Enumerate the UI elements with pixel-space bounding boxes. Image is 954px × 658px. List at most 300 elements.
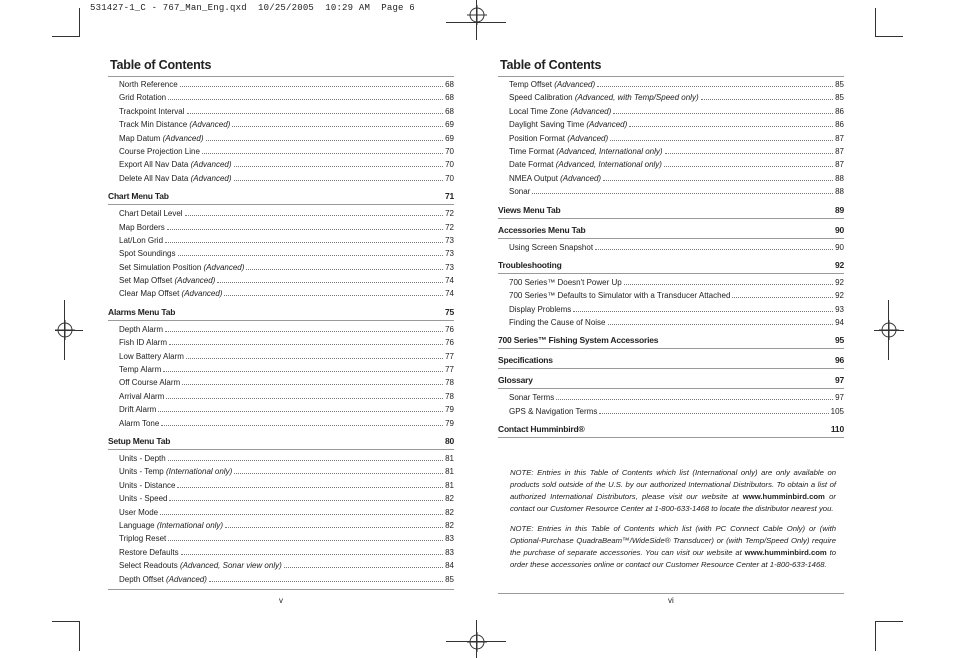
toc-entry-label <box>119 172 232 185</box>
dot-leader <box>168 460 443 461</box>
dot-leader <box>664 166 833 167</box>
section-page-number: 71 <box>444 191 454 202</box>
print-slug: 531427-1_C - 767_Man_Eng.qxd 10/25/2005 10:29 AM Page 6 <box>90 3 415 13</box>
dot-leader <box>169 344 443 345</box>
section-title: Alarms Menu Tab <box>108 306 176 317</box>
entry-qualifier: (Advanced) <box>189 120 231 130</box>
toc-section-heading[interactable] <box>108 304 454 321</box>
entry-qualifier: (International only) <box>165 467 233 477</box>
toc-entry-label <box>119 234 163 247</box>
toc-entry[interactable] <box>108 506 454 519</box>
toc-entry[interactable] <box>108 546 454 559</box>
entry-text: User Mode <box>119 507 159 517</box>
bottom-rule <box>108 589 454 590</box>
entry-text: Depth Alarm <box>119 324 164 334</box>
toc-section-heading[interactable] <box>498 222 844 239</box>
toc-entry[interactable] <box>498 145 844 158</box>
page-folio: v <box>279 596 283 605</box>
toc-entry[interactable] <box>498 241 844 254</box>
page-number: 76 <box>445 338 454 348</box>
dot-leader <box>610 140 833 141</box>
toc-entry-label <box>119 363 161 376</box>
toc-entry-label <box>119 465 232 478</box>
toc-section-heading[interactable] <box>108 433 454 450</box>
toc-entry-label <box>119 105 185 118</box>
page-number: 84 <box>445 561 454 571</box>
page-number: 82 <box>445 507 454 517</box>
page-number: 69 <box>445 133 454 143</box>
toc-entry[interactable] <box>108 519 454 532</box>
section-title: Contact Humminbird® <box>498 424 585 435</box>
crop-mark <box>875 8 876 36</box>
toc-entry[interactable] <box>108 274 454 287</box>
website-link[interactable]: www.humminbird.com <box>744 548 827 557</box>
page-title: Table of Contents <box>500 58 602 72</box>
toc-section-heading[interactable] <box>498 332 844 349</box>
entry-text: Set Simulation Position <box>119 262 204 272</box>
dot-leader <box>599 413 828 414</box>
toc-entry[interactable] <box>108 132 454 145</box>
page-number: 69 <box>445 120 454 130</box>
dot-leader <box>161 425 443 426</box>
toc-entry[interactable] <box>108 234 454 247</box>
section-title: Views Menu Tab <box>498 204 561 215</box>
note-lead: NOTE: <box>510 524 534 533</box>
dot-leader <box>232 126 443 127</box>
page-number: 85 <box>835 80 844 89</box>
entry-text: Temp Offset <box>509 80 555 89</box>
dot-leader <box>603 180 833 181</box>
entry-text: Speed Calibration <box>509 93 575 103</box>
toc-entry-label <box>119 91 166 104</box>
toc-entry[interactable] <box>108 376 454 389</box>
toc-entry-label <box>119 247 176 260</box>
toc-entry-label <box>119 546 179 559</box>
page-number: 70 <box>445 146 454 156</box>
dot-leader <box>701 99 833 100</box>
toc-entry[interactable] <box>108 78 454 91</box>
dot-leader <box>209 581 443 582</box>
entry-qualifier: (Advanced) <box>567 133 609 143</box>
entry-qualifier: (Advanced, International only) <box>555 160 662 170</box>
entry-text: Lat/Lon Grid <box>119 235 164 245</box>
entry-text: Off Course Alarm <box>119 378 181 388</box>
toc-entry[interactable] <box>498 118 844 131</box>
page-number: 85 <box>835 93 844 103</box>
dot-leader <box>597 86 833 87</box>
section-title: Setup Menu Tab <box>108 435 171 446</box>
page-number: 87 <box>835 146 844 156</box>
toc-entry-label <box>509 391 554 404</box>
toc-entry-label <box>119 207 183 220</box>
section-entries <box>108 205 454 301</box>
dot-leader <box>180 86 443 87</box>
toc-entry[interactable] <box>498 185 844 198</box>
toc-entry[interactable] <box>108 573 454 586</box>
toc-entry[interactable] <box>498 316 844 329</box>
entry-text: 700 Series™ Defaults to Simulator with a Transducer Attached <box>509 291 731 301</box>
page-number: 86 <box>835 106 844 116</box>
toc-entry[interactable] <box>108 287 454 300</box>
toc-entry[interactable] <box>498 276 844 289</box>
toc-entry-label <box>119 573 207 586</box>
toc-entry-label <box>509 316 606 329</box>
dot-leader <box>732 297 833 298</box>
dot-leader <box>234 180 444 181</box>
toc-entry[interactable] <box>108 158 454 171</box>
toc-section-heading[interactable] <box>498 202 844 219</box>
toc-entry[interactable] <box>498 303 844 316</box>
toc-entry-label <box>509 289 730 302</box>
page-number: 70 <box>445 173 454 183</box>
dot-leader <box>532 193 833 194</box>
dot-leader <box>181 554 444 555</box>
note-tail: to order these accessories online or contact our Customer Resource Center at 1-800-633-1468. <box>510 548 836 569</box>
section-page-number: 95 <box>834 335 844 346</box>
dot-leader <box>202 153 443 154</box>
toc-entry-label <box>119 287 222 300</box>
bottom-rule <box>498 593 844 594</box>
section-page-number: 89 <box>834 204 844 215</box>
toc-section-heading[interactable] <box>498 257 844 274</box>
entry-text: Grid Rotation <box>119 93 167 103</box>
note-international <box>510 467 836 515</box>
page-number: 73 <box>445 249 454 259</box>
toc-entry[interactable] <box>108 105 454 118</box>
dot-leader <box>629 126 833 127</box>
entry-text: Units - Speed <box>119 494 168 504</box>
page-number: 72 <box>445 209 454 219</box>
page-number: 87 <box>835 133 844 143</box>
dot-leader <box>608 324 834 325</box>
page-number: 78 <box>445 391 454 401</box>
dot-leader <box>168 540 443 541</box>
entry-qualifier: (Advanced) <box>570 106 612 116</box>
registration-mark-icon <box>467 5 487 25</box>
page-number: 97 <box>835 393 844 403</box>
toc-entry[interactable] <box>108 452 454 465</box>
dot-leader <box>167 229 443 230</box>
page-title: Table of Contents <box>110 58 212 72</box>
dot-leader <box>168 99 443 100</box>
page-number: 94 <box>835 318 844 328</box>
section-page-number: 97 <box>834 375 844 386</box>
dot-leader <box>187 113 444 114</box>
page-number: 86 <box>835 120 844 130</box>
toc-entry-label <box>119 323 163 336</box>
page-number: 74 <box>445 276 454 286</box>
page-folio: vi <box>668 596 674 605</box>
dot-leader <box>182 384 443 385</box>
entry-text: Trackpoint Interval <box>119 106 185 116</box>
toc-entry[interactable] <box>498 105 844 118</box>
toc-entry-label <box>509 132 608 145</box>
dot-leader <box>169 500 443 501</box>
entry-qualifier: (Advanced) <box>174 276 216 286</box>
page-number: 79 <box>445 418 454 428</box>
toc-entry[interactable] <box>108 363 454 376</box>
toc-entry[interactable] <box>108 417 454 430</box>
page-number: 105 <box>830 406 844 416</box>
note-accessories <box>510 523 836 571</box>
page-number: 77 <box>445 365 454 375</box>
toc-entry[interactable] <box>498 391 844 404</box>
note-text: Entries in this Table of Contents which list (International only) are only available on products sold outside of the U.S. by our authorized International Distributors. To obtain a list of authorized International Distributors, please visit our website at <box>510 468 836 501</box>
toc-entry-label <box>119 479 175 492</box>
entry-text: Units - Temp <box>119 467 166 477</box>
toc-entry[interactable] <box>498 132 844 145</box>
toc-entry-label <box>119 78 178 91</box>
registration-mark-icon <box>879 320 899 340</box>
dot-leader <box>556 399 833 400</box>
entry-text: Depth Offset <box>119 574 166 584</box>
toc-section-heading[interactable] <box>498 421 844 438</box>
dot-leader <box>665 153 834 154</box>
dot-leader <box>246 269 443 270</box>
toc-entry[interactable] <box>108 172 454 185</box>
toc-entry-label <box>509 158 662 171</box>
note-tail: or contact our Customer Resource Center at 1-800-633-1468 to locate the distributor nearest you. <box>510 492 836 513</box>
entry-qualifier: (Advanced, Sonar view only) <box>179 561 282 571</box>
toc-entry[interactable] <box>108 145 454 158</box>
entry-text: North Reference <box>119 80 178 89</box>
dot-leader <box>224 295 443 296</box>
note-lead: NOTE: <box>510 468 534 477</box>
toc-entry[interactable] <box>498 91 844 104</box>
page-number: 92 <box>835 291 844 301</box>
toc-entry[interactable] <box>498 158 844 171</box>
toc-entry-label <box>509 303 571 316</box>
entry-text: Map Datum <box>119 133 163 143</box>
entry-text: Sonar <box>509 187 531 197</box>
toc-entry[interactable] <box>498 172 844 185</box>
page-number: 76 <box>445 324 454 334</box>
section-page-number: 75 <box>444 306 454 317</box>
toc-entry[interactable] <box>498 78 844 91</box>
page-number: 88 <box>835 187 844 197</box>
toc-section-heading[interactable] <box>108 188 454 205</box>
entry-qualifier: (Advanced) <box>586 120 628 130</box>
section-title: Specifications <box>498 355 553 366</box>
section-title: Accessories Menu Tab <box>498 224 586 235</box>
page-number: 83 <box>445 547 454 557</box>
page-number: 83 <box>445 534 454 544</box>
page-number: 68 <box>445 106 454 116</box>
toc-entry-label <box>119 118 230 131</box>
entry-text: Arrival Alarm <box>119 391 165 401</box>
registration-mark-icon <box>55 320 75 340</box>
toc-entry[interactable] <box>498 289 844 302</box>
toc-entry[interactable] <box>108 532 454 545</box>
entry-text: Chart Detail Level <box>119 209 183 219</box>
section-entries <box>108 450 454 586</box>
entry-text: Time Format <box>509 146 557 156</box>
dot-leader <box>185 215 444 216</box>
toc-entry-label <box>119 350 184 363</box>
toc-entry[interactable] <box>108 350 454 363</box>
entry-text: Track Min Distance <box>119 120 190 130</box>
toc-entry-label <box>119 336 167 349</box>
toc-entry[interactable] <box>108 479 454 492</box>
page-number: 90 <box>835 242 844 252</box>
toc-entry[interactable] <box>108 403 454 416</box>
entry-text: Using Screen Snapshot <box>509 242 594 252</box>
entry-text: Finding the Cause of Noise <box>509 318 606 328</box>
page-number: 81 <box>445 480 454 490</box>
toc-entry[interactable] <box>108 465 454 478</box>
page-number: 87 <box>835 160 844 170</box>
toc-entry[interactable] <box>108 207 454 220</box>
entry-text: Clear Map Offset <box>119 289 182 299</box>
toc-entry-label <box>119 390 164 403</box>
dot-leader <box>166 398 443 399</box>
page-number: 68 <box>445 93 454 103</box>
section-page-number: 92 <box>834 259 844 270</box>
page-number: 79 <box>445 405 454 415</box>
dot-leader <box>217 282 443 283</box>
toc-entry-label <box>119 403 156 416</box>
entry-text: Select Readouts <box>119 561 180 571</box>
toc-entry-label <box>509 241 593 254</box>
toc-entry-label <box>119 417 159 430</box>
toc-entry[interactable] <box>108 118 454 131</box>
toc-section-heading[interactable] <box>498 372 844 389</box>
toc-entry[interactable] <box>108 261 454 274</box>
toc-entry-label <box>119 532 166 545</box>
section-page-number: 90 <box>834 224 844 235</box>
entry-qualifier: (Advanced) <box>560 173 602 183</box>
entry-text: Course Projection Line <box>119 146 200 156</box>
toc-entry[interactable] <box>108 336 454 349</box>
toc-entry[interactable] <box>108 390 454 403</box>
entry-text: Daylight Saving Time <box>509 120 587 130</box>
page-number: 77 <box>445 351 454 361</box>
entry-qualifier: (Advanced) <box>190 173 232 183</box>
dot-leader <box>613 113 833 114</box>
section-page-number: 80 <box>444 435 454 446</box>
entry-qualifier: (Advanced) <box>203 262 245 272</box>
dot-leader <box>573 311 833 312</box>
dot-leader <box>163 371 443 372</box>
toc-list <box>498 77 844 438</box>
dot-leader <box>160 514 443 515</box>
dot-leader <box>165 242 443 243</box>
toc-entry-label <box>119 452 166 465</box>
crop-mark <box>79 621 80 651</box>
crop-mark <box>52 36 80 37</box>
dot-leader <box>158 411 443 412</box>
dot-leader <box>225 527 443 528</box>
entry-text: Spot Soundings <box>119 249 176 259</box>
toc-entry[interactable] <box>108 221 454 234</box>
toc-entry-label <box>119 158 232 171</box>
toc-entry[interactable] <box>108 323 454 336</box>
entry-text: Map Borders <box>119 222 165 232</box>
dot-leader <box>595 249 833 250</box>
dot-leader <box>234 166 444 167</box>
entry-text: Date Format <box>509 160 556 170</box>
entry-text: Fish ID Alarm <box>119 338 168 348</box>
section-entries <box>498 274 844 330</box>
crop-mark <box>52 621 80 622</box>
toc-entry-label <box>509 405 597 418</box>
toc-section-heading[interactable] <box>498 352 844 369</box>
entry-qualifier: (International only) <box>156 520 224 530</box>
entry-text: Restore Defaults <box>119 547 179 557</box>
page-number: 81 <box>445 467 454 477</box>
registration-mark-icon <box>467 632 487 652</box>
toc-entry-label <box>119 132 204 145</box>
page-number: 73 <box>445 235 454 245</box>
entry-qualifier: (Advanced) <box>554 80 596 89</box>
dot-leader <box>624 284 833 285</box>
toc-entry-label <box>119 145 200 158</box>
section-title: Chart Menu Tab <box>108 191 169 202</box>
entry-text: Low Battery Alarm <box>119 351 184 361</box>
entry-text: Display Problems <box>509 304 572 314</box>
entry-text: Units - Distance <box>119 480 176 490</box>
entry-qualifier: (Advanced, with Temp/Speed only) <box>574 93 699 103</box>
page-number: 70 <box>445 160 454 170</box>
section-entries <box>498 239 844 254</box>
crop-mark <box>875 36 903 37</box>
toc-entry-label <box>509 105 611 118</box>
entry-qualifier: (Advanced, International only) <box>556 146 663 156</box>
toc-list <box>108 77 454 586</box>
section-title: Troubleshooting <box>498 259 562 270</box>
page-number: 72 <box>445 222 454 232</box>
dot-leader <box>234 473 443 474</box>
dot-leader <box>165 331 443 332</box>
toc-entry-label <box>509 172 601 185</box>
right-page <box>498 54 844 438</box>
crop-mark <box>875 621 876 651</box>
toc-entry-label <box>119 376 180 389</box>
toc-entry-label <box>119 261 244 274</box>
entry-text: Position Format <box>509 133 568 143</box>
toc-entry-label <box>119 519 223 532</box>
entry-text: Sonar Terms <box>509 393 555 403</box>
toc-entry[interactable] <box>108 492 454 505</box>
dot-leader <box>186 358 443 359</box>
website-link[interactable]: www.humminbird.com <box>742 492 825 501</box>
toc-entry-label <box>509 276 622 289</box>
page-number: 82 <box>445 494 454 504</box>
toc-entry-label <box>119 506 158 519</box>
left-page <box>108 54 454 590</box>
toc-entry-label <box>119 221 165 234</box>
section-page-number: 110 <box>830 424 844 435</box>
toc-entry-label <box>509 118 627 131</box>
toc-entry[interactable] <box>498 405 844 418</box>
note-text: Entries in this Table of Contents which list (with PC Connect Cable Only) or (with Optional-Purchase QuadraBeam™/WideSide® Transducer) or (with Temp/Speed Only) require the purchase of separate accessories. You can visit our website at <box>510 524 836 557</box>
page-number: 81 <box>445 453 454 463</box>
entry-text: Language <box>119 520 157 530</box>
toc-entry[interactable] <box>108 559 454 572</box>
section-title: 700 Series™ Fishing System Accessories <box>498 335 659 346</box>
toc-entry-label <box>119 559 282 572</box>
entry-text: Drift Alarm <box>119 405 157 415</box>
entry-text: Delete All Nav Data <box>119 173 191 183</box>
page-number: 85 <box>445 574 454 584</box>
toc-entry[interactable] <box>108 91 454 104</box>
entry-text: Set Map Offset <box>119 276 175 286</box>
crop-mark <box>79 8 80 36</box>
page-number: 73 <box>445 262 454 272</box>
toc-entry[interactable] <box>108 247 454 260</box>
page-number: 93 <box>835 304 844 314</box>
section-title: Glossary <box>498 375 533 386</box>
